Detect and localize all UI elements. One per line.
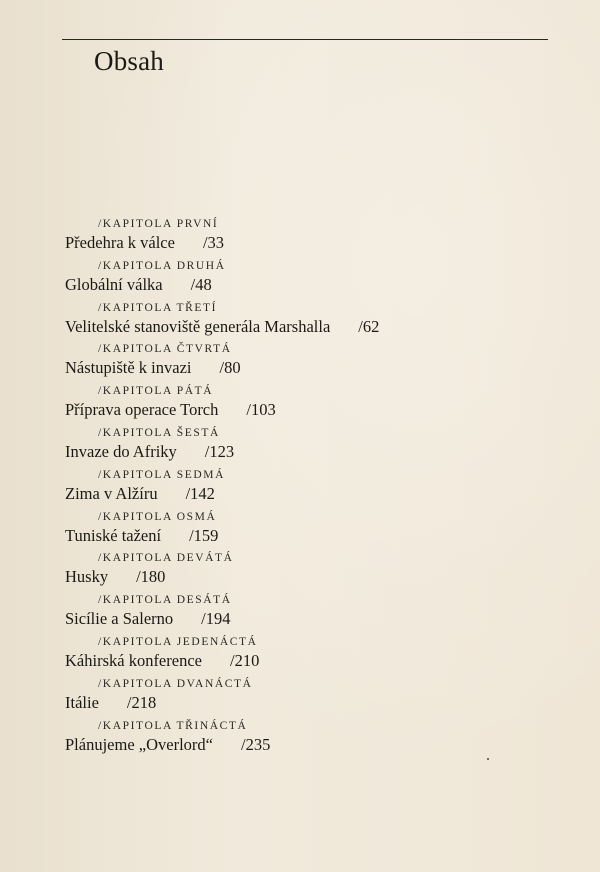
table-of-contents	[65, 218, 545, 761]
chapter-title: Invaze do Afriky	[65, 441, 177, 461]
chapter-line	[65, 693, 156, 713]
chapter-page-number: /103	[246, 400, 276, 420]
chapter-line	[65, 526, 218, 546]
chapter-title: Husky	[65, 567, 109, 587]
chapter-title: Káhirská konference	[65, 650, 202, 670]
chapter-page-number: /235	[240, 734, 271, 754]
chapter-line	[65, 651, 259, 671]
chapter-label: /KAPITOLA SEDMÁ	[98, 468, 225, 481]
chapter-page-number: /210	[229, 650, 260, 670]
toc-entry	[65, 636, 545, 678]
chapter-label: /KAPITOLA ČTVRTÁ	[98, 343, 232, 356]
toc-entry	[65, 343, 545, 385]
chapter-label: /KAPITOLA TŘETÍ	[98, 301, 218, 314]
chapter-page-number: /80	[219, 358, 241, 378]
chapter-line	[65, 484, 215, 504]
chapter-title: Plánujeme „Overlord“	[65, 734, 213, 754]
chapter-page-number: /194	[201, 609, 231, 629]
chapter-line	[65, 358, 241, 378]
chapter-label: /KAPITOLA ŠESTÁ	[98, 426, 220, 439]
chapter-page-number: /180	[136, 567, 166, 587]
chapter-title: Velitelské stanoviště generála Marshalla	[65, 316, 331, 336]
chapter-line	[65, 609, 230, 629]
chapter-line	[65, 233, 224, 253]
chapter-title: Globální válka	[65, 274, 163, 294]
chapter-line	[65, 567, 165, 587]
chapter-page-number: /33	[202, 233, 225, 252]
toc-entry	[65, 511, 545, 553]
toc-entry	[65, 260, 545, 302]
toc-entry	[65, 720, 545, 762]
chapter-label: /KAPITOLA PÁTÁ	[98, 385, 214, 398]
chapter-label: /KAPITOLA DVANÁCTÁ	[98, 677, 253, 690]
chapter-label: /KAPITOLA JEDENÁCTÁ	[98, 635, 258, 648]
chapter-title: Tuniské tažení	[65, 525, 162, 545]
chapter-line	[65, 442, 234, 462]
chapter-title: Sicílie a Salerno	[65, 609, 174, 629]
chapter-line	[65, 317, 379, 337]
chapter-line	[65, 400, 276, 420]
toc-entry	[65, 427, 545, 469]
chapter-page-number: /159	[189, 525, 219, 545]
toc-entry	[65, 385, 545, 427]
toc-entry	[65, 302, 545, 344]
chapter-label: /KAPITOLA TŘINÁCTÁ	[98, 719, 248, 732]
chapter-label: /KAPITOLA DESÁTÁ	[98, 594, 232, 607]
toc-entry	[65, 552, 545, 594]
paper-speck	[487, 758, 489, 760]
chapter-label: /KAPITOLA PRVNÍ	[98, 218, 219, 230]
chapter-page-number: /123	[204, 441, 235, 461]
toc-entry	[65, 469, 545, 511]
chapter-label: /KAPITOLA DRUHÁ	[98, 259, 226, 272]
chapter-title: Příprava operace Torch	[65, 400, 219, 420]
page-title: Obsah	[94, 46, 164, 76]
chapter-line	[65, 275, 212, 295]
chapter-title: Itálie	[65, 692, 99, 712]
chapter-title: Předehra k válce	[65, 233, 175, 252]
chapter-page-number: /48	[190, 274, 212, 294]
top-rule	[62, 39, 548, 40]
chapter-page-number: /142	[185, 483, 215, 503]
toc-entry	[65, 678, 545, 720]
chapter-line	[65, 735, 270, 755]
toc-entry	[65, 594, 545, 636]
chapter-label: /KAPITOLA OSMÁ	[98, 510, 217, 523]
chapter-title: Nástupiště k invazi	[65, 358, 192, 378]
chapter-page-number: /218	[126, 692, 157, 712]
chapter-title: Zima v Alžíru	[65, 483, 158, 503]
chapter-page-number: /62	[358, 316, 380, 336]
toc-entry	[65, 218, 545, 260]
chapter-label: /KAPITOLA DEVÁTÁ	[98, 552, 234, 565]
